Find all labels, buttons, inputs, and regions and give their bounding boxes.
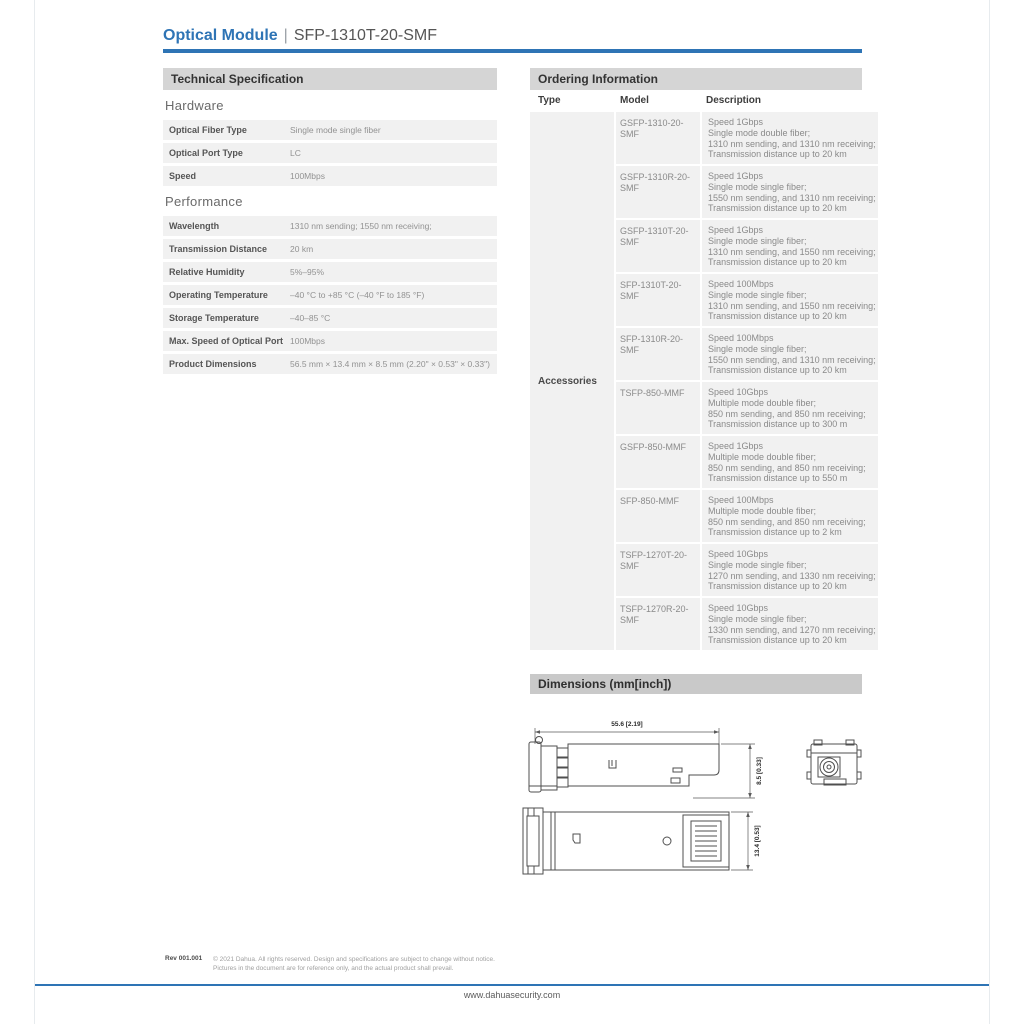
website-url: www.dahuasecurity.com [463, 990, 561, 1000]
spec-label: Optical Fiber Type [169, 125, 247, 135]
description-line: Speed 1Gbps [708, 171, 764, 181]
front-view-drawing [803, 734, 865, 796]
product-category-title: Optical Module [163, 27, 278, 44]
ordering-row [616, 274, 878, 326]
description-line: Speed 1Gbps [708, 117, 764, 127]
description-cell [702, 544, 878, 596]
model-cell: SFP-1310T-20-SMF [616, 274, 700, 326]
description-line: Transmission distance up to 2 km [708, 527, 842, 538]
ordering-row [616, 220, 878, 272]
description-cell [702, 490, 878, 542]
ordering-row [616, 112, 878, 164]
ordering-row [616, 166, 878, 218]
description-line: Transmission distance up to 20 km [708, 311, 847, 322]
description-line: 1550 nm sending, and 1310 nm receiving; [708, 192, 876, 203]
tech-spec-body [163, 98, 497, 374]
spec-section-title: Performance [165, 194, 243, 209]
spec-row [163, 354, 497, 374]
spec-label: Max. Speed of Optical Port [169, 336, 284, 346]
description-line: 1550 nm sending, and 1310 nm receiving; [708, 354, 876, 365]
spec-label: Wavelength [169, 221, 220, 231]
length-dimension-label: 55.6 [2.19] [611, 721, 643, 728]
description-line: 850 nm sending, and 850 nm receiving; [708, 408, 866, 419]
description-line: Transmission distance up to 300 m [708, 419, 848, 430]
page-title [163, 27, 437, 45]
copyright-text [213, 955, 495, 973]
ordering-row [616, 490, 878, 542]
height-dimension-label: 8.5 [0.33] [756, 757, 763, 785]
description-cell [702, 436, 878, 488]
model-cell: GSFP-850-MMF [616, 436, 700, 488]
spec-value: 20 km [290, 244, 314, 254]
spec-value: Single mode single fiber [290, 125, 381, 135]
page-edge-right [989, 0, 990, 1024]
model-cell: SFP-1310R-20-SMF [616, 328, 700, 380]
spec-row [163, 308, 497, 328]
spec-label: Storage Temperature [169, 313, 259, 323]
description-line: Transmission distance up to 20 km [708, 257, 847, 268]
title-separator: | [283, 27, 288, 44]
description-line: Single mode single fiber; [708, 289, 807, 300]
ordering-row [616, 544, 878, 596]
spec-row [163, 262, 497, 282]
model-cell: TSFP-850-MMF [616, 382, 700, 434]
description-line: Transmission distance up to 550 m [708, 473, 848, 484]
column-header-description: Description [706, 94, 762, 106]
description-line: Single mode single fiber; [708, 559, 807, 570]
description-line: Multiple mode double fiber; [708, 397, 817, 408]
spec-row [163, 166, 497, 186]
ordering-rows [616, 112, 878, 650]
spec-value: –40 °C to +85 °C (–40 °F to 185 °F) [290, 290, 425, 300]
description-line: Single mode single fiber; [708, 613, 807, 624]
model-cell: GSFP-1310-20-SMF [616, 112, 700, 164]
bottom-view-drawing [515, 806, 767, 878]
description-line: Single mode double fiber; [708, 127, 811, 138]
description-line: Speed 100Mbps [708, 279, 774, 289]
description-line: 1270 nm sending, and 1330 nm receiving; [708, 570, 876, 581]
spec-label: Product Dimensions [169, 359, 257, 369]
spec-row [163, 331, 497, 351]
description-cell [702, 166, 878, 218]
description-line: Speed 10Gbps [708, 549, 769, 559]
description-line: 850 nm sending, and 850 nm receiving; [708, 462, 866, 473]
spec-label: Relative Humidity [169, 267, 245, 277]
description-line: Speed 100Mbps [708, 495, 774, 505]
spec-value: 100Mbps [290, 171, 325, 181]
spec-section-title: Hardware [165, 98, 224, 113]
width-dimension-label: 13.4 [0.53] [754, 825, 761, 857]
description-line: Speed 100Mbps [708, 333, 774, 343]
spec-row [163, 120, 497, 140]
spec-value: –40–85 °C [290, 313, 331, 323]
description-cell [702, 220, 878, 272]
model-cell: GSFP-1310R-20-SMF [616, 166, 700, 218]
description-line: Single mode single fiber; [708, 343, 807, 354]
model-cell: TSFP-1270T-20-SMF [616, 544, 700, 596]
ordering-row [616, 328, 878, 380]
spec-row [163, 239, 497, 259]
description-cell [702, 274, 878, 326]
ordering-column-headers [530, 90, 862, 110]
spec-row [163, 285, 497, 305]
technical-specification-section [163, 68, 497, 377]
description-line: Transmission distance up to 20 km [708, 581, 847, 592]
ordering-information-section [530, 68, 876, 904]
revision-label: Rev 001.001 [165, 955, 203, 962]
ordering-row [616, 382, 878, 434]
spec-label: Operating Temperature [169, 290, 268, 300]
description-line: Transmission distance up to 20 km [708, 203, 847, 214]
spec-value: 5%–95% [290, 267, 325, 277]
description-line: Speed 10Gbps [708, 387, 769, 397]
dimensions-header: Dimensions (mm[inch]) [530, 674, 862, 694]
description-cell [702, 328, 878, 380]
description-line: Speed 1Gbps [708, 441, 764, 451]
model-cell: SFP-850-MMF [616, 490, 700, 542]
dimension-drawings [530, 694, 862, 904]
ordering-row [616, 436, 878, 488]
product-model-title: SFP-1310T-20-SMF [293, 27, 437, 44]
description-line: Transmission distance up to 20 km [708, 149, 847, 160]
title-accent-rule [163, 49, 862, 53]
spec-label: Speed [169, 171, 197, 181]
ordering-row [616, 598, 878, 650]
ordering-table [530, 112, 876, 650]
description-line: 1330 nm sending, and 1270 nm receiving; [708, 624, 876, 635]
copyright-line-2: Pictures in the document are for reference only, and the actual product shall prevail. [213, 965, 454, 972]
ordering-information-header: Ordering Information [530, 68, 862, 90]
model-cell: TSFP-1270R-20-SMF [616, 598, 700, 650]
spec-label: Optical Port Type [169, 148, 243, 158]
spec-value: LC [290, 148, 301, 158]
spec-value: 1310 nm sending; 1550 nm receiving; [290, 221, 432, 231]
spec-value: 56.5 mm × 13.4 mm × 8.5 mm (2.20" × 0.53" × 0.33") [290, 359, 490, 369]
description-line: Single mode single fiber; [708, 181, 807, 192]
description-cell [702, 112, 878, 164]
footer-accent-rule [35, 984, 989, 986]
description-line: 850 nm sending, and 850 nm receiving; [708, 516, 866, 527]
type-label: Accessories [538, 375, 597, 387]
description-line: 1310 nm sending, and 1550 nm receiving; [708, 300, 876, 311]
description-line: Speed 10Gbps [708, 603, 769, 613]
description-line: Speed 1Gbps [708, 225, 764, 235]
description-cell [702, 598, 878, 650]
description-line: Transmission distance up to 20 km [708, 635, 847, 646]
page-edge-left [34, 0, 35, 1024]
copyright-line-1: © 2021 Dahua. All rights reserved. Design and specifications are subject to change without notice. [213, 956, 495, 963]
spec-row [163, 216, 497, 236]
spec-row [163, 143, 497, 163]
description-line: 1310 nm sending, and 1310 nm receiving; [708, 138, 876, 149]
description-line: Single mode single fiber; [708, 235, 807, 246]
description-line: Transmission distance up to 20 km [708, 365, 847, 376]
model-cell: GSFP-1310T-20-SMF [616, 220, 700, 272]
column-header-model: Model [620, 94, 649, 106]
spec-label: Transmission Distance [169, 244, 268, 254]
description-line: Multiple mode double fiber; [708, 451, 817, 462]
spec-value: 100Mbps [290, 336, 325, 346]
description-line: Multiple mode double fiber; [708, 505, 817, 516]
side-view-drawing [523, 710, 775, 806]
description-line: 1310 nm sending, and 1550 nm receiving; [708, 246, 876, 257]
technical-specification-header: Technical Specification [163, 68, 497, 90]
column-header-type: Type [538, 94, 561, 106]
type-cell [530, 112, 614, 650]
description-cell [702, 382, 878, 434]
